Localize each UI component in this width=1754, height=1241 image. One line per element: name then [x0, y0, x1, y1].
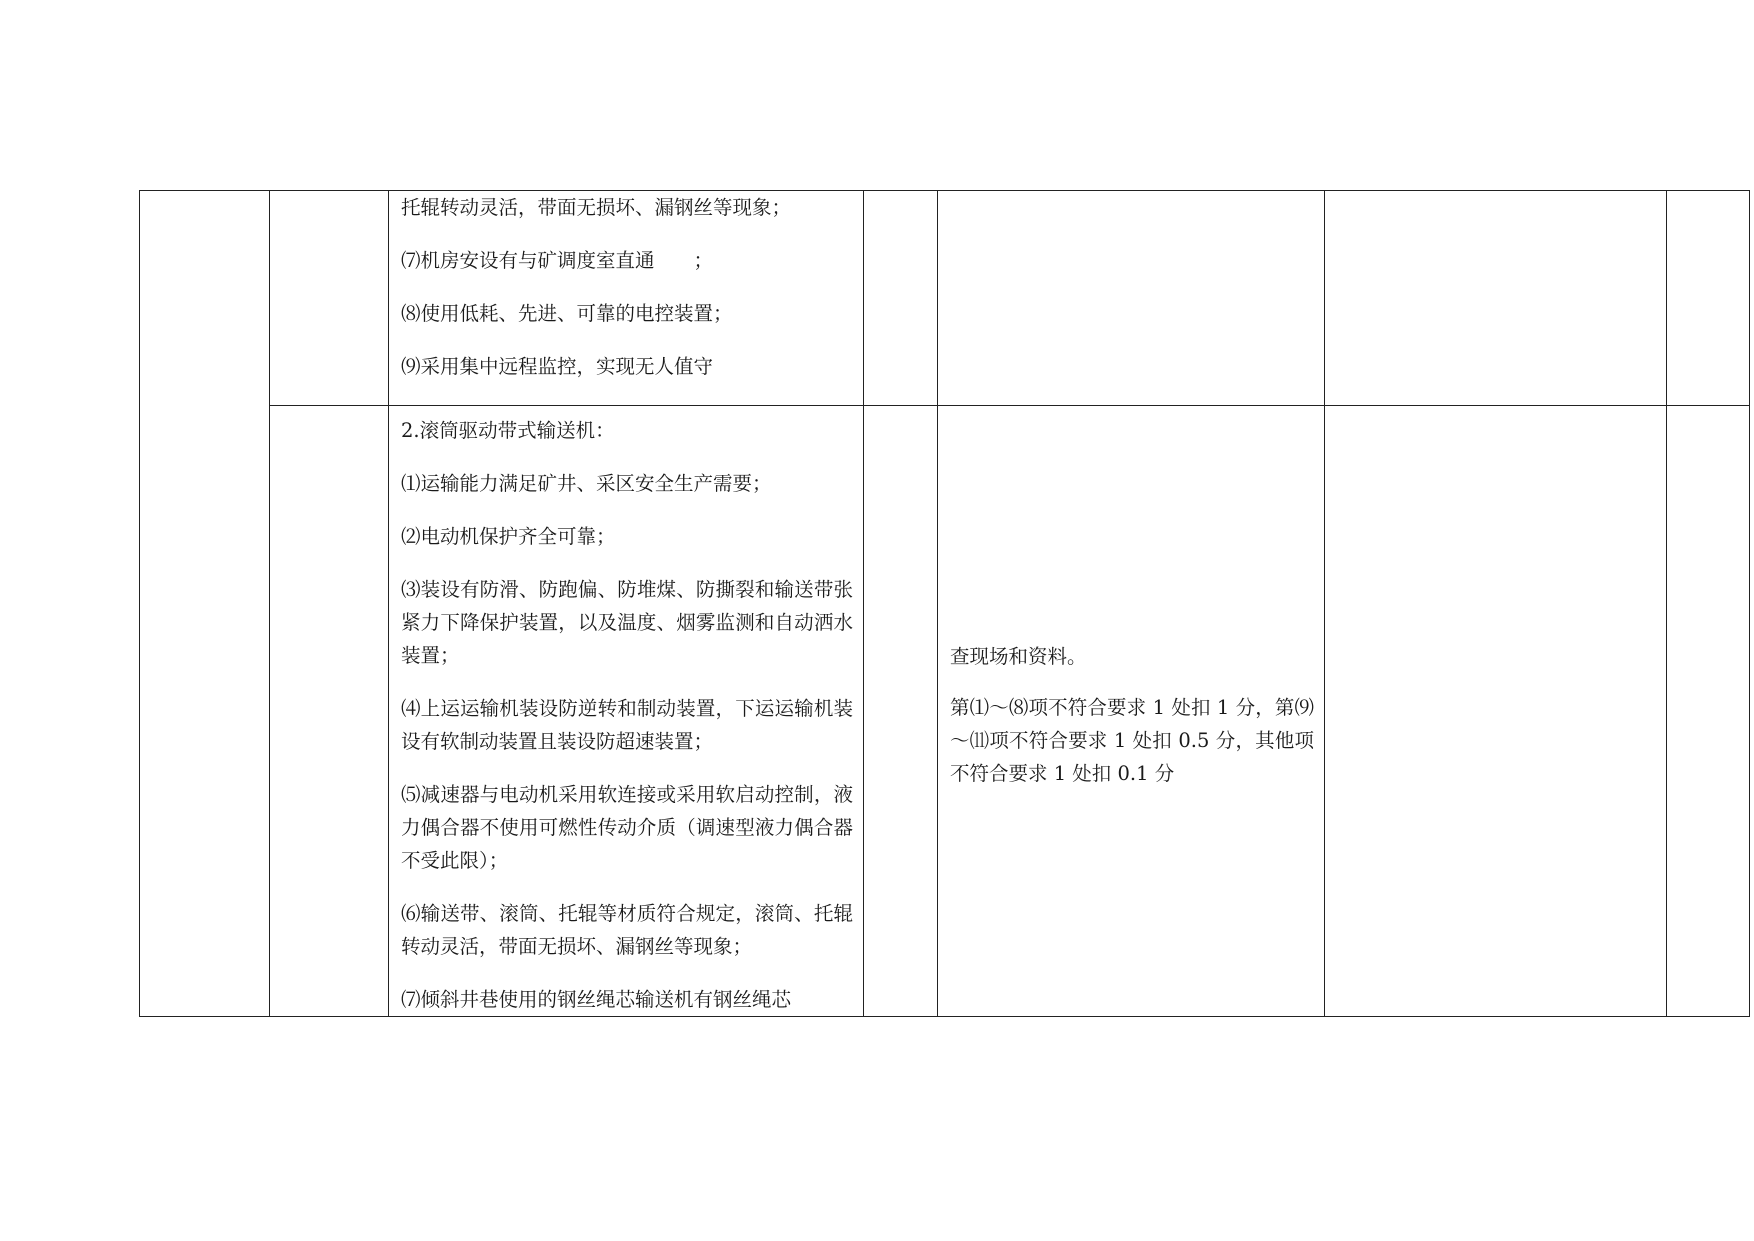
item-cell [270, 191, 389, 406]
table-row [140, 406, 1750, 1017]
standard-line: ⑺机房安设有与矿调度室直通 ； [401, 249, 714, 272]
standard-line: ⑶装设有防滑、防跑偏、防堆煤、防撕裂和输送带张紧力下降保护装置，以及温度、烟雾监测和自动洒水装置； [401, 578, 853, 667]
method-line: 查现场和资料。 [950, 645, 1087, 668]
standard-line: ⑻使用低耗、先进、可靠的电控装置； [401, 302, 733, 325]
standard-line: ⑹输送带、滚筒、托辊等材质符合规定，滚筒、托辊转动灵活，带面无损坏、漏钢丝等现象； [401, 902, 853, 958]
standards-table [139, 190, 1750, 1017]
standard-line: ⑴运输能力满足矿井、采区安全生产需要； [401, 472, 772, 495]
notes-cell [1325, 191, 1667, 406]
standard-cell [389, 191, 864, 406]
standard-line: ⑸减速器与电动机采用软连接或采用软启动控制，液力偶合器不使用可燃性传动介质（调速型液力偶合器不受此限）； [401, 783, 853, 872]
standard-cell [389, 406, 864, 1017]
method-cell [938, 406, 1325, 1017]
table-row [140, 191, 1750, 406]
standard-line: ⑼采用集中远程监控，实现无人值守 [401, 355, 714, 378]
standard-line: ⑷上运运输机装设防逆转和制动装置，下运运输机装设有软制动装置且装设防超速装置； [401, 697, 853, 753]
item-cell [270, 406, 389, 1017]
score-cell [864, 191, 938, 406]
category-cell [140, 191, 270, 1017]
result-cell [1667, 406, 1750, 1017]
method-cell [938, 191, 1325, 406]
result-cell [1667, 191, 1750, 406]
standard-line: ⑺倾斜井巷使用的钢丝绳芯输送机有钢丝绳芯 [401, 988, 792, 1011]
deduction-rule: 第⑴～⑻项不符合要求 1 处扣 1 分，第⑼～⑾项不符合要求 1 处扣 0.5 分，其他项不符合要求 1 处扣 0.1 分 [950, 696, 1314, 785]
standard-line: 托辊转动灵活，带面无损坏、漏钢丝等现象； [401, 196, 792, 219]
standard-line: ⑵电动机保护齐全可靠； [401, 525, 616, 548]
score-cell [864, 406, 938, 1017]
notes-cell [1325, 406, 1667, 1017]
standard-heading: 2.滚筒驱动带式输送机： [401, 419, 615, 442]
